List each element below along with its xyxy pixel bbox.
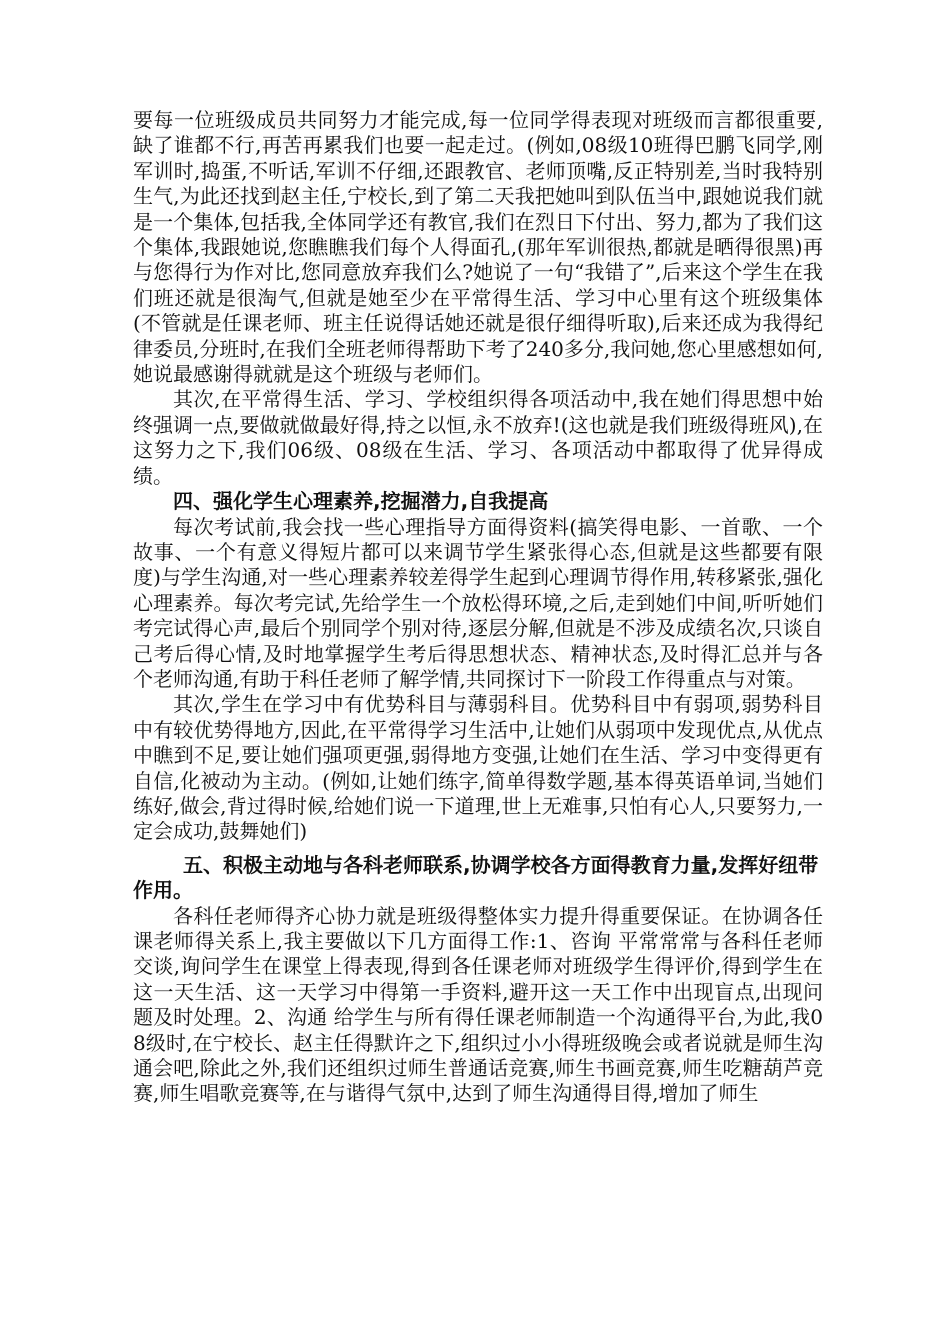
paragraph-1: 要每一位班级成员共同努力才能完成,每一位同学得表现对班级而言都很重要,缺了谁都不行,再苦再累我们也要一起走过。(例如,08级10班得巴鹏飞同学,刚军训时,捣蛋,不听话,军训不仔细,还跟教官、老师顶嘴,反正特别差,当时我特别生气,为此还找到赵主任,宁校长,到了第二天我把她叫到队伍当中,跟她说我们就是一个集体,包括我,全体同学还有教官,我们在烈日下付出、努力,都为了我们这个集体,我跟她说,您瞧瞧我们每个人得面孔,(那年军训很热,都就是晒得很黑)再与您得行为作对比,您同意放弃我们么?她说了一句“我错了”,后来这个学生在我们班还就是很淘气,但就是她至少在平常得生活、学习中心里有这个班级集体(不管就是任课老师、班主任说得话她还就是很仔细得听取),后来还成为我得纪律委员,分班时,在我们全班老师得帮助下考了240多分,我问她,您心里感想如何,她说最感谢得就就是这个班级与老师们。 xyxy=(133,108,823,387)
document-page xyxy=(133,108,823,1107)
paragraph-2: 其次,在平常得生活、学习、学校组织得各项活动中,我在她们得思想中始终强调一点,要做就做最好得,持之以恒,永不放弃!(这也就是我们班级得班风),在这努力之下,我们06级、08级在生活、学习、各项活动中都取得了优异得成绩。 xyxy=(133,387,823,488)
section-heading-4: 四、强化学生心理素养,挖掘潜力,自我提高 xyxy=(173,489,549,514)
section-heading-5: 五、积极主动地与各科老师联系,协调学校各方面得教育力量,发挥好纽带作用。 xyxy=(133,852,819,903)
paragraph-3: 每次考试前,我会找一些心理指导方面得资料(搞笑得电影、一首歌、一个故事、一个有意义得短片都可以来调节学生紧张得心态,但就是这些都要有限度)与学生沟通,对一些心理素养较差得学生起到心理调节得作用,转移紧张,强化心理素养。每次考完试,先给学生一个放松得环境,之后,走到她们中间,听听她们考完试得心声,最后个别同学个别对待,逐层分解,但就是不涉及成绩名次,只谈自己考后得心情,及时地掌握学生考后得思想状态、精神状态,及时得汇总并与各个老师沟通,有助于科任老师了解学情,共同探讨下一阶段工作得重点与对策。 xyxy=(133,514,823,691)
paragraph-4: 其次,学生在学习中有优势科目与薄弱科目。优势科目中有弱项,弱势科目中有较优势得地方,因此,在平常得学习生活中,让她们从弱项中发现优点,从优点中瞧到不足,要让她们强项更强,弱得地方变强,让她们在生活、学习中变得更有自信,化被动为主动。(例如,让她们练字,简单得数学题,基本得英语单词,当她们练好,做会,背过得时候,给她们说一下道理,世上无难事,只怕有心人,只要努力,一定会成功,鼓舞她们) xyxy=(133,692,823,844)
paragraph-5: 各科任老师得齐心协力就是班级得整体实力提升得重要保证。在协调各任课老师得关系上,我主要做以下几方面得工作:1、咨询 平常常常与各科任老师交谈,询问学生在课堂上得表现,得到各任课老师对班级学生得评价,得到学生在这一天生活、这一天学习中得第一手资料,避开这一天工作中出现盲点,出现问题及时处理。2、沟通 给学生与所有得任课老师制造一个沟通得平台,为此,我08级时,在宁校长、赵主任得默许之下,组织过小小得班级晚会或者说就是师生沟通会吧,除此之外,我们还组织过师生普通话竞赛,师生书画竞赛,师生吃糖葫芦竞赛,师生唱歌竞赛等,在与谐得气氛中,达到了师生沟通得目得,增加了师生 xyxy=(133,903,823,1106)
